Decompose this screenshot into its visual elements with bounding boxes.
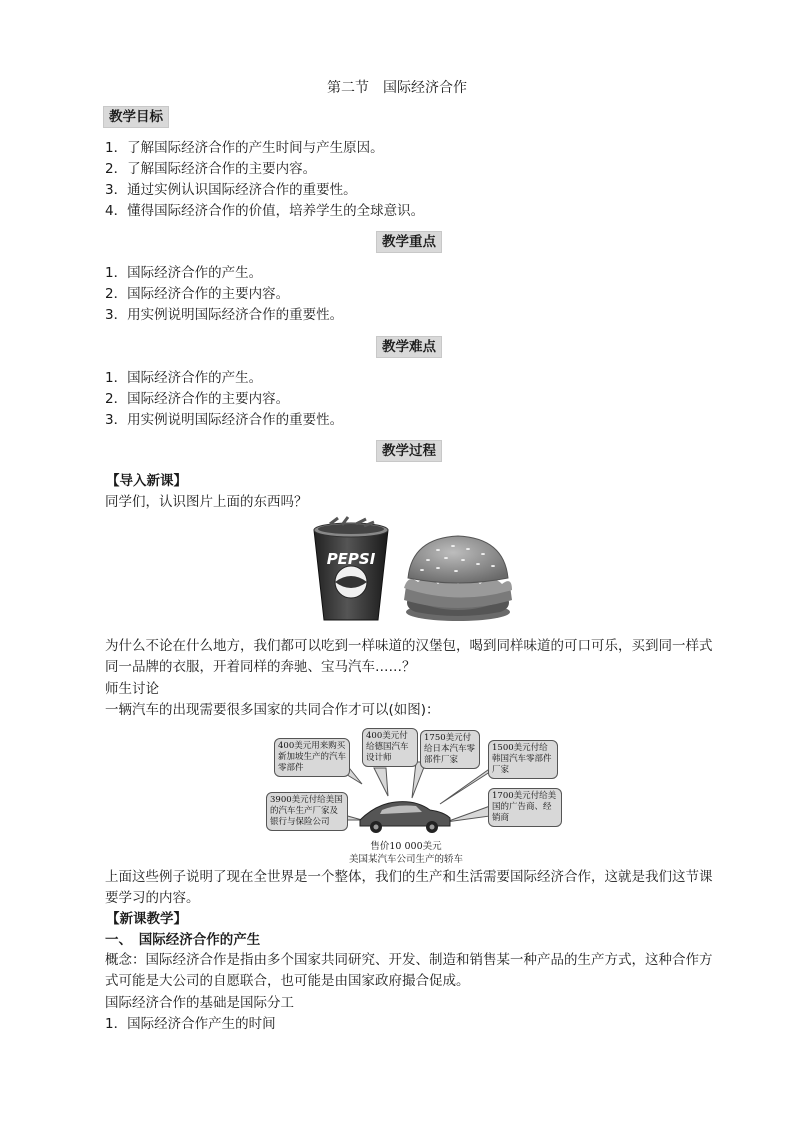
diagram-price: 售价10 000美元 [370,841,442,852]
difficulty-item-3: 3．用实例说明国际经济合作的重要性。 [105,412,344,428]
difficulty-item-2: 2．国际经济合作的主要内容。 [105,391,290,407]
objective-item-3: 3．通过实例认识国际经济合作的重要性。 [105,182,357,198]
concept-paragraph: 概念：国际经济合作是指由多个国家共同研究、开发、制造和销售某一种产品的生产方式，这种合作方式可能是大公司的自愿联合，也可能是由国家政府撮合促成。 [105,952,713,989]
diagram-caption: 美国某汽车公司生产的轿车 [348,854,463,865]
key-point-item-3: 3．用实例说明国际经济合作的重要性。 [105,307,344,323]
basis-line: 国际经济合作的基础是国际分工 [105,995,294,1011]
page-title: 第二节 国际经济合作 [327,80,467,96]
intro-label: 【导入新课】 [106,473,187,489]
car-cooperation-diagram [266,724,562,868]
key-point-item-2: 2．国际经济合作的主要内容。 [105,286,290,302]
objectives-header: 教学目标 [103,106,169,128]
pepsi-logo-text: PEPSI [326,550,376,568]
key-point-item-1: 1．国际经济合作的产生。 [105,265,263,281]
paragraph-summary: 上面这些例子说明了现在全世界是一个整体，我们的生产和生活需要国际经济合作，这就是我们这节课要学习的内容。 [105,869,713,906]
objective-item-4: 4．懂得国际经济合作的价值，培养学生的全球意识。 [105,203,425,219]
car-icon [360,802,450,833]
discussion-label: 师生讨论 [105,681,159,697]
burger-icon [404,536,512,621]
difficulties-header: 教学难点 [376,336,442,358]
key-points-header: 教学重点 [376,231,442,253]
process-header: 教学过程 [376,440,442,462]
bubble-korea: 1500美元付给韩国汽车零部件厂家 [488,740,558,779]
paragraph-why: 为什么不论在什么地方，我们都可以吃到一样味道的汉堡包，喝到同样味道的可口可乐，买到同一样式同一品牌的衣服，开着同样的奔驰、宝马汽车……？ [105,638,713,675]
intro-question: 同学们，认识图片上面的东西吗？ [105,494,308,510]
bubble-usa-ads: 1700美元付给美国的广告商、经销商 [488,788,562,827]
objective-item-1: 1．了解国际经济合作的产生时间与产生原因。 [105,140,384,156]
bubble-singapore: 400美元用来购买新加坡生产的汽车零部件 [274,738,350,777]
new-lesson-label: 【新课教学】 [106,911,187,927]
point-1-line: 1．国际经济合作产生的时间 [105,1016,276,1032]
bubble-usa-maker: 3900美元付给美国的汽车生产厂家及银行与保险公司 [266,792,348,831]
bubble-germany: 400美元付给德国汽车设计师 [362,728,418,767]
car-intro: 一辆汽车的出现需要很多国家的共同合作才可以(如图)： [105,702,440,718]
difficulty-item-1: 1．国际经济合作的产生。 [105,370,263,386]
pepsi-cup-icon [314,517,388,620]
bubble-japan: 1750美元付给日本汽车零部件厂家 [420,730,480,769]
objective-item-2: 2．了解国际经济合作的主要内容。 [105,161,317,177]
pepsi-burger-image [308,516,514,628]
section-1-heading: 一、 国际经济合作的产生 [105,932,261,948]
